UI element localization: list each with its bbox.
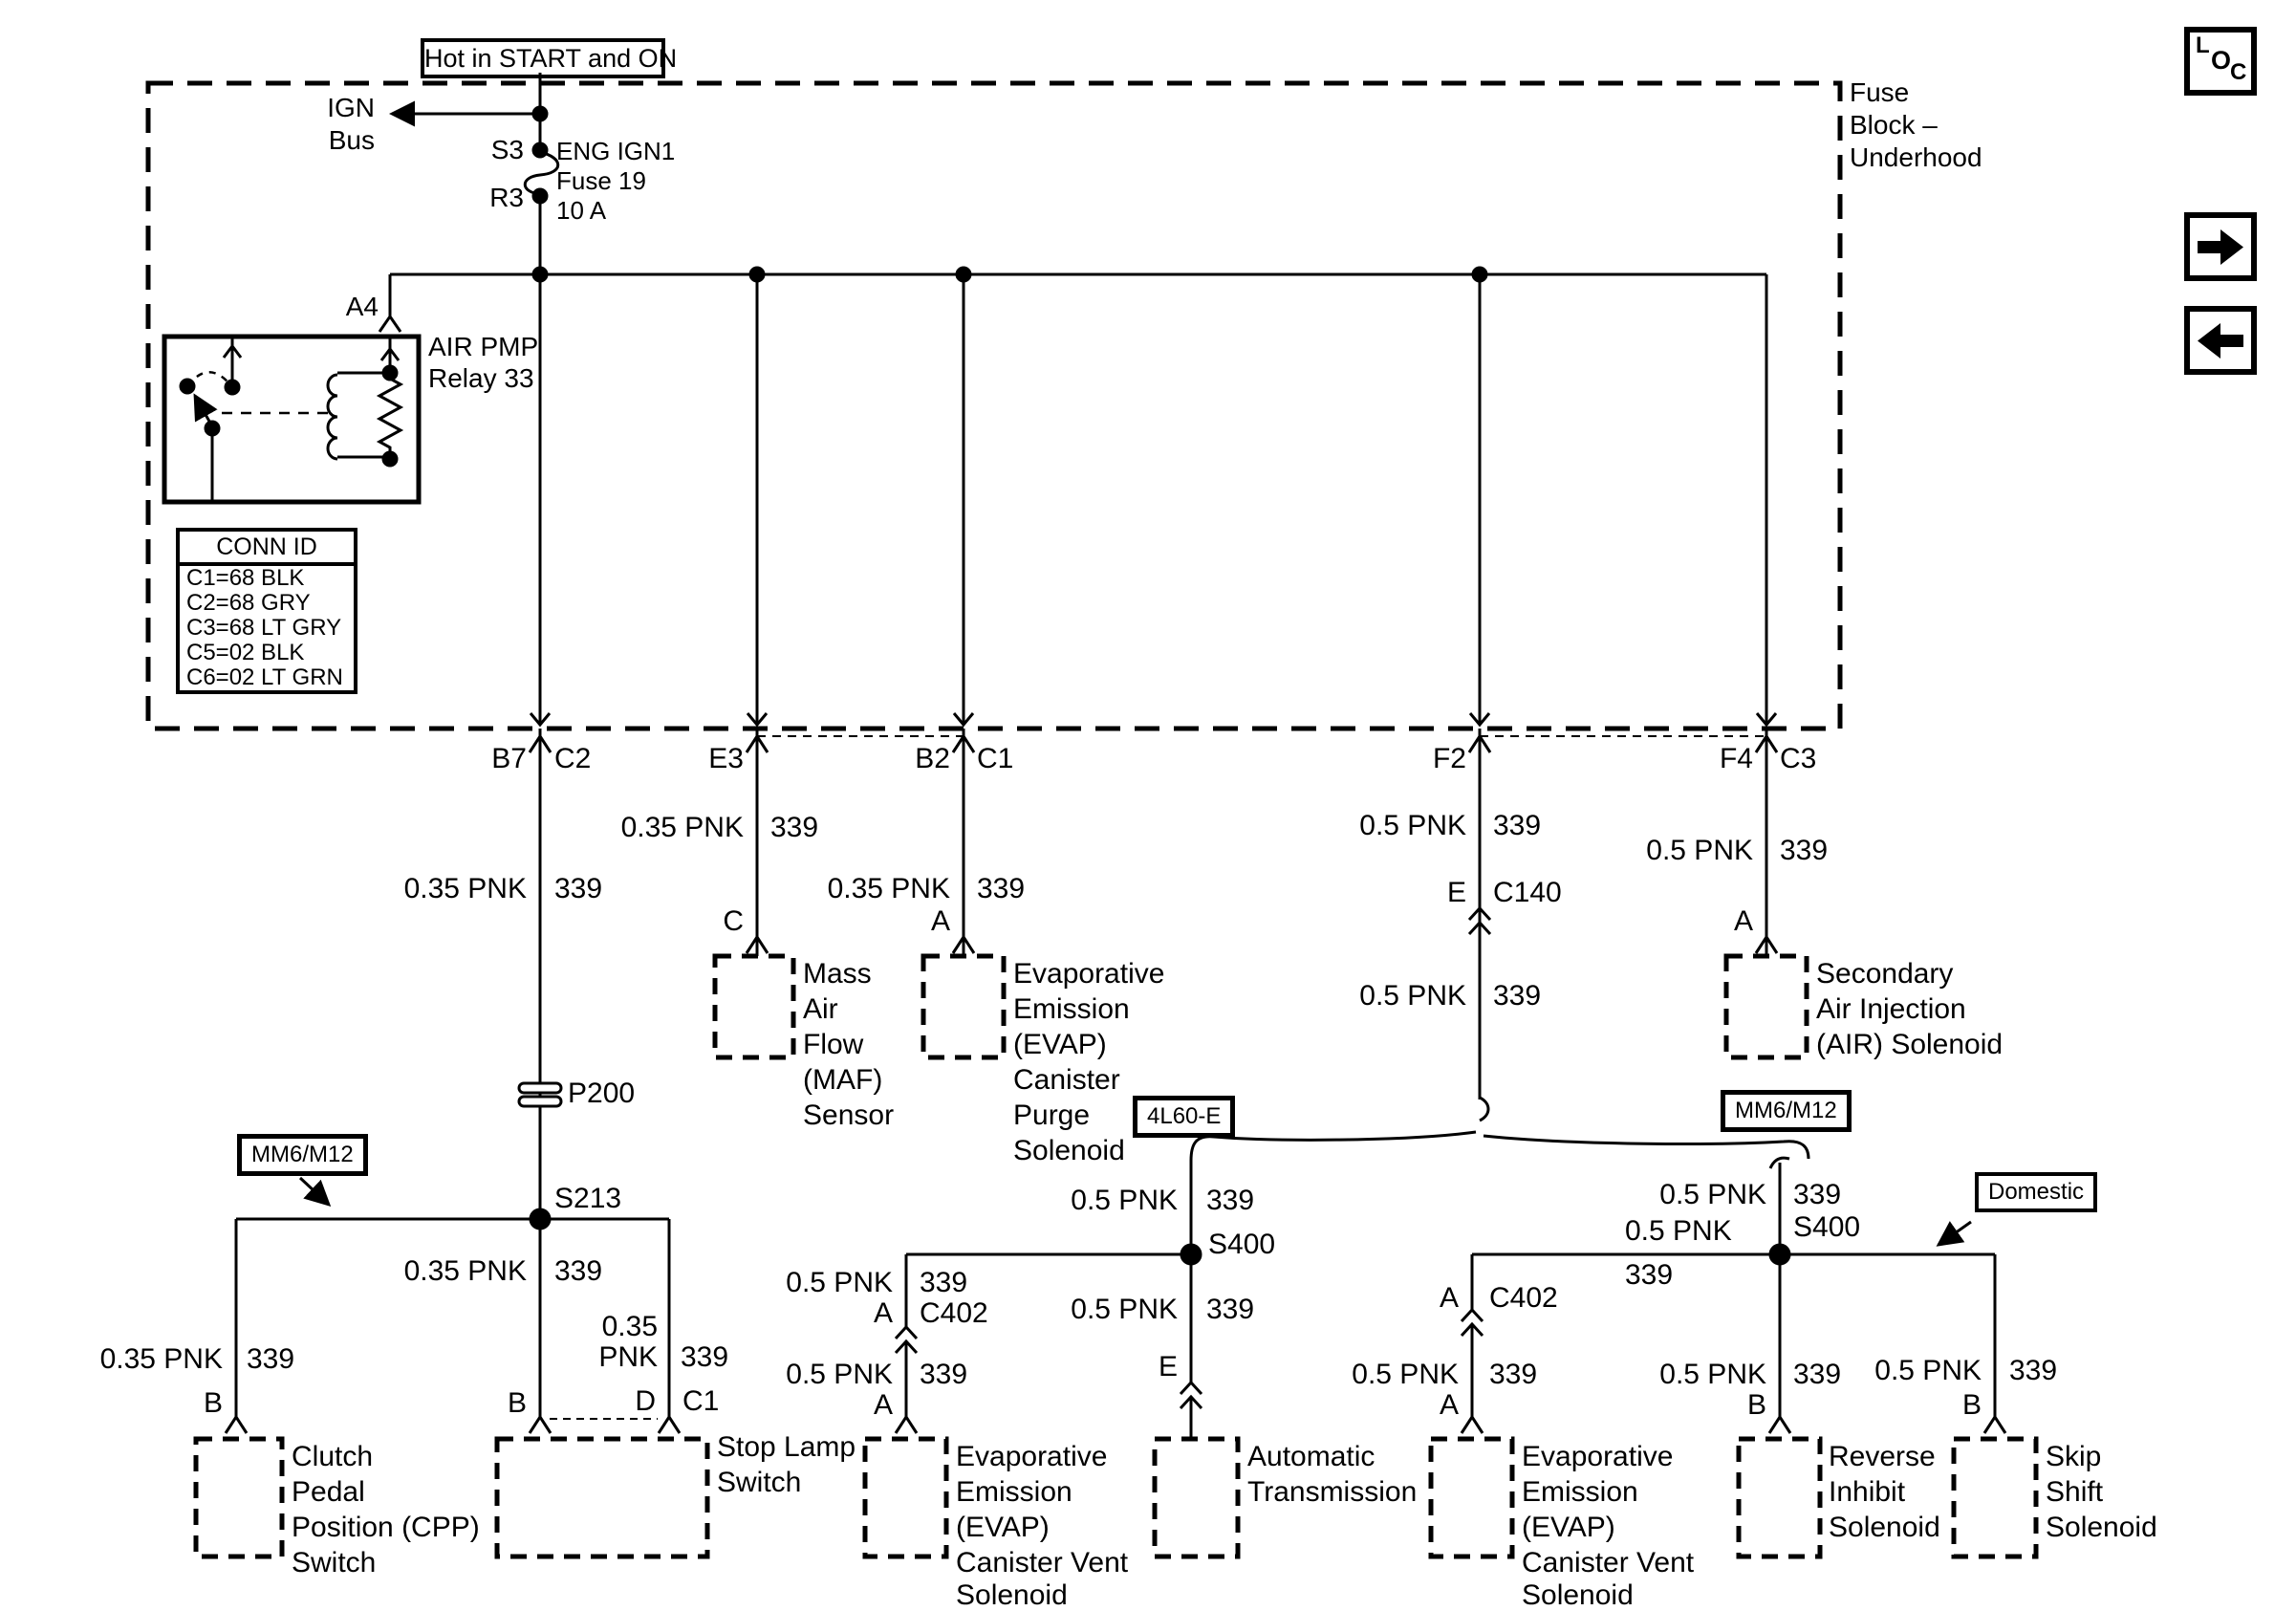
exit-pin-e3: E3 — [708, 743, 744, 774]
exit-conn-c3: C3 — [1780, 743, 1817, 774]
evap-purge-name-3: (EVAP) — [1013, 1029, 1107, 1060]
conn-id-table — [176, 528, 357, 694]
wire-gauge-line1: 0.35 — [601, 1311, 658, 1342]
wire-gauge: 0.5 PNK — [1659, 1179, 1766, 1210]
wire-circuit: 339 — [681, 1341, 729, 1373]
wire-circuit: 339 — [554, 873, 603, 904]
stop-lamp-name-1: Stop Lamp — [717, 1431, 856, 1463]
wire-circuit: 339 — [1780, 835, 1829, 866]
loc-button[interactable] — [2184, 27, 2257, 96]
stop-lamp-box — [497, 1439, 707, 1557]
wire-circuit: 339 — [1206, 1294, 1255, 1325]
fuse-number: Fuse 19 — [556, 166, 646, 195]
cpp-name-2: Pedal — [292, 1476, 365, 1508]
fuse-symbol — [525, 152, 558, 194]
wire-gauge: 0.5 PNK — [1874, 1355, 1982, 1386]
relay-name-2: Relay 33 — [428, 363, 534, 393]
wire-circuit: 339 — [920, 1359, 968, 1390]
c402-right-id: C402 — [1489, 1282, 1558, 1314]
auto-trans-name-2: Transmission — [1247, 1476, 1418, 1508]
wire-circuit: 339 — [2009, 1355, 2058, 1386]
wire-gauge: 0.5 PNK — [786, 1359, 893, 1390]
evap-vent-right-name-5: Solenoid — [1522, 1579, 1634, 1611]
right-arrow-icon — [2190, 218, 2251, 275]
c402-left-pin: A — [873, 1297, 893, 1329]
maf-name-4: (MAF) — [803, 1064, 883, 1096]
mm6-callout-left: MM6/M12 — [237, 1134, 368, 1176]
evap-purge-name-5: Purge — [1013, 1099, 1091, 1131]
wire-circuit: 339 — [1493, 980, 1542, 1012]
evap-purge-name-4: Canister — [1013, 1064, 1120, 1096]
skip-shift-box — [1954, 1439, 2036, 1557]
mm6-callout-arrow — [300, 1178, 329, 1205]
evap-vent-left-name-4: Canister Vent — [956, 1547, 1129, 1578]
cpp-name-3: Position (CPP) — [292, 1512, 480, 1543]
conn-id-title: CONN ID — [180, 532, 354, 566]
exit-pin-b2: B2 — [915, 743, 950, 774]
skip-shift-name-1: Skip — [2046, 1441, 2102, 1472]
wire-circuit: 339 — [247, 1343, 295, 1375]
maf-pin: C — [723, 905, 744, 937]
wire-circuit: 339 — [1206, 1185, 1255, 1216]
evap-vent-left-box — [865, 1439, 946, 1557]
conn-id-row: C3=68 LT GRY — [186, 615, 342, 641]
reverse-inhibit-name-3: Solenoid — [1829, 1512, 1940, 1543]
bus-label: Bus — [328, 125, 375, 155]
hot-in-start-label: Hot in START and ON — [421, 38, 665, 78]
maf-name-1: Mass — [803, 958, 872, 990]
cpp-switch-box — [196, 1439, 282, 1557]
auto-trans-pin: E — [1158, 1351, 1178, 1382]
wire-circuit: 339 — [1489, 1359, 1538, 1390]
relay-pin-a4: A4 — [345, 292, 379, 321]
p200-label: P200 — [568, 1078, 636, 1109]
exit-conn-c1: C1 — [977, 743, 1014, 774]
wire-gauge-line2: PNK — [598, 1341, 658, 1373]
maf-name-3: Flow — [803, 1029, 864, 1060]
wire-circuit: 339 — [977, 873, 1026, 904]
stop-lamp-pin-b: B — [507, 1387, 527, 1419]
loc-letter-c: C — [2230, 59, 2247, 85]
evap-purge-box — [923, 956, 1004, 1057]
wire-gauge: 0.5 PNK — [786, 1267, 893, 1298]
exit-pin-b7: B7 — [491, 743, 527, 774]
wire-circuit: 339 — [770, 812, 819, 843]
cpp-pin: B — [203, 1387, 223, 1419]
wire-circuit: 339 — [1493, 810, 1542, 841]
evap-vent-left-name-3: (EVAP) — [956, 1512, 1050, 1543]
conn-id-row: C2=68 GRY — [186, 590, 311, 616]
air-solenoid-name-3: (AIR) Solenoid — [1816, 1029, 2004, 1060]
wire-circuit: 339 — [1793, 1359, 1842, 1390]
domestic-callout-arrow — [1939, 1222, 1971, 1245]
evap-vent-right-name-4: Canister Vent — [1522, 1547, 1695, 1578]
s400-left-label: S400 — [1208, 1229, 1276, 1260]
maf-sensor-box — [715, 956, 793, 1057]
reverse-inhibit-pin: B — [1746, 1389, 1766, 1421]
evap-vent-left-name-2: Emission — [956, 1476, 1072, 1508]
exit-pin-f4: F4 — [1719, 743, 1753, 774]
cpp-name-4: Switch — [292, 1547, 377, 1578]
wire-gauge: 0.35 PNK — [99, 1343, 223, 1375]
c140-id: C140 — [1493, 877, 1562, 908]
stop-lamp-name-2: Switch — [717, 1467, 802, 1498]
wire-gauge: 0.5 PNK — [1625, 1215, 1732, 1247]
wire-gauge: 0.35 PNK — [403, 1255, 527, 1287]
previous-button[interactable] — [2184, 306, 2257, 375]
fuse-block-name-1: Fuse — [1850, 77, 1910, 107]
fuse-pin-s3: S3 — [490, 135, 524, 164]
wire-gauge: 0.35 PNK — [827, 873, 950, 904]
evap-vent-right-name-1: Evaporative — [1522, 1441, 1674, 1472]
loc-letter-o: O — [2211, 46, 2232, 75]
evap-vent-left-name-1: Evaporative — [956, 1441, 1108, 1472]
wire-circuit: 339 — [1625, 1259, 1674, 1291]
wire-gauge: 0.5 PNK — [1359, 980, 1466, 1012]
wire-gauge: 0.5 PNK — [1659, 1359, 1766, 1390]
evap-purge-name-1: Evaporative — [1013, 958, 1165, 990]
evap-purge-pin: A — [930, 905, 950, 937]
skip-shift-name-2: Shift — [2046, 1476, 2104, 1508]
exit-conn-c2: C2 — [554, 743, 592, 774]
reverse-inhibit-box — [1739, 1439, 1820, 1557]
loc-letter-l: L — [2196, 33, 2210, 58]
fuse-block-name-3: Underhood — [1850, 142, 1982, 172]
cpp-name-1: Clutch — [292, 1441, 374, 1472]
reverse-inhibit-name-1: Reverse — [1829, 1441, 1936, 1472]
skip-shift-name-3: Solenoid — [2046, 1512, 2157, 1543]
evap-vent-right-name-3: (EVAP) — [1522, 1512, 1615, 1543]
fuse-pin-r3: R3 — [489, 183, 524, 212]
distribution-bus — [390, 268, 1766, 281]
maf-name-2: Air — [803, 993, 838, 1025]
skip-shift-pin: B — [1961, 1389, 1982, 1421]
next-button[interactable] — [2184, 212, 2257, 281]
left-arrow-icon — [2190, 312, 2251, 369]
fuse-block-boundary — [148, 83, 1840, 729]
wire-circuit: 339 — [920, 1267, 968, 1298]
stop-lamp-pin-d: D — [635, 1385, 656, 1417]
evap-purge-name-6: Solenoid — [1013, 1135, 1125, 1166]
fuse-block-name-2: Block – — [1850, 110, 1938, 140]
conn-id-row: C1=68 BLK — [186, 565, 305, 591]
c140-pin: E — [1446, 877, 1466, 908]
reverse-inhibit-name-2: Inhibit — [1829, 1476, 1906, 1508]
wire-gauge: 0.5 PNK — [1071, 1185, 1178, 1216]
wire-circuit: 339 — [1793, 1179, 1842, 1210]
fuse-name: ENG IGN1 — [556, 137, 676, 165]
ignition-feed-wire — [392, 73, 558, 274]
evap-vent-right-box — [1431, 1439, 1512, 1557]
relay-coil — [328, 375, 337, 459]
auto-trans-name-1: Automatic — [1247, 1441, 1375, 1472]
maf-name-5: Sensor — [803, 1099, 895, 1131]
air-solenoid-name-2: Air Injection — [1816, 993, 1966, 1025]
stop-lamp-conn-c1: C1 — [682, 1385, 720, 1417]
evap-vent-right-pin: A — [1439, 1389, 1459, 1421]
wire-gauge: 0.5 PNK — [1071, 1294, 1178, 1325]
evap-vent-left-name-5: Solenoid — [956, 1579, 1068, 1611]
c402-left-id: C402 — [920, 1297, 988, 1329]
air-solenoid-name-1: Secondary — [1816, 958, 1954, 990]
wire-gauge: 0.35 PNK — [620, 812, 744, 843]
mm6-callout-right: MM6/M12 — [1721, 1090, 1852, 1132]
wire-gauge: 0.35 PNK — [403, 873, 527, 904]
conn-id-row: C5=02 BLK — [186, 640, 305, 665]
wire-gauge: 0.5 PNK — [1352, 1359, 1459, 1390]
s400-right-label: S400 — [1793, 1211, 1861, 1243]
4l60e-callout: 4L60-E — [1133, 1096, 1235, 1138]
s400-right-network — [1462, 1245, 2005, 1433]
air-solenoid-pin: A — [1733, 905, 1753, 937]
relay-name-1: AIR PMP — [428, 332, 539, 361]
s213-label: S213 — [554, 1183, 622, 1214]
evap-purge-name-2: Emission — [1013, 993, 1130, 1025]
c402-right-pin: A — [1439, 1282, 1459, 1314]
evap-vent-right-name-2: Emission — [1522, 1476, 1638, 1508]
wire-gauge: 0.5 PNK — [1359, 810, 1466, 841]
ign-label: IGN — [327, 93, 375, 122]
exit-pin-f2: F2 — [1432, 743, 1466, 774]
evap-vent-left-pin: A — [873, 1389, 893, 1421]
relay-resistor — [379, 373, 401, 459]
fuse-rating: 10 A — [556, 196, 607, 225]
wire-gauge: 0.5 PNK — [1646, 835, 1753, 866]
domestic-callout: Domestic — [1975, 1172, 2097, 1212]
fuse-block-exit-wires — [530, 274, 1777, 752]
conn-id-row: C6=02 LT GRN — [186, 664, 343, 690]
air-solenoid-box — [1726, 956, 1807, 1057]
auto-trans-box — [1155, 1439, 1238, 1557]
air-pump-relay — [164, 274, 419, 502]
wire-circuit: 339 — [554, 1255, 603, 1287]
